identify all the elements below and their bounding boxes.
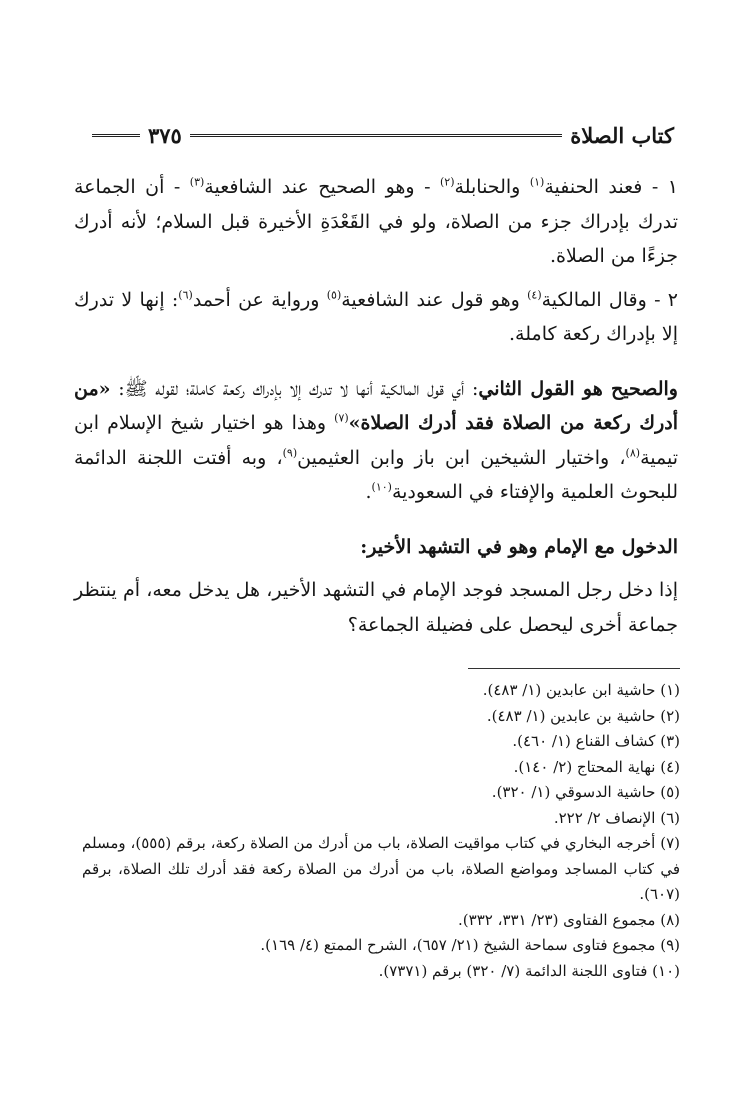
text-run-bold: والصحيح هو القول الثاني — [478, 377, 678, 400]
text-run: ، وبه أفتت اللجنة الدائمة للبحوث العلمية والإفتاء في السعودية — [74, 446, 678, 503]
main-text — [74, 170, 678, 642]
footnote: (٢) حاشية بن عابدين (١/ ٤٨٣). — [486, 706, 680, 725]
footnote: (٨) مجموع الفتاوى (٢٣/ ٣٣١، ٣٣٢). — [458, 910, 680, 929]
text-run: ٢ - وقال المالكية — [541, 288, 678, 311]
text-run: وهذا هو اختيار شيخ الإسلام ابن تيمية — [74, 412, 678, 469]
text-run: والحنابلة — [454, 176, 530, 198]
footnote-ref-10: (١٠) — [371, 480, 392, 494]
text-run: . — [365, 481, 372, 503]
header-rule — [190, 134, 562, 137]
paragraph-maliki — [74, 283, 678, 352]
footnote: (٧) أخرجه البخاري في كتاب مواقيت الصلاة، باب من أدرك من الصلاة ركعة، برقم (٥٥٥)، ومسلم في كتاب المساجد ومواضع الصلاة، باب من أدرك من الصلاة ركعة فقد أدرك تلك الصلاة، برقم (٦٠٧). — [82, 834, 680, 903]
footnote: (٦) الإنصاف ٢/ ٢٢٢. — [553, 808, 680, 827]
footnote: (٩) مجموع فتاوى سماحة الشيخ (٢١/ ٦٥٧)، الشرح الممتع (٤/ ١٦٩). — [260, 936, 680, 954]
text-run: ، واختيار الشيخين ابن باز وابن العثيمين — [297, 446, 626, 469]
footnote-ref-5: (٥) — [326, 288, 342, 302]
page-number: ٣٧٥ — [148, 122, 182, 148]
section-heading: الدخول مع الإمام وهو في التشهد الأخير: — [360, 535, 678, 558]
footnote: (٤) نهاية المحتاج (٢/ ١٤٠). — [513, 757, 680, 776]
footnote: (٣) كشاف القناع (١/ ٤٦٠). — [512, 732, 680, 750]
footnote-ref-8: (٨) — [625, 446, 641, 460]
footnote-ref-1: (١) — [529, 175, 545, 189]
running-title: كتاب الصلاة — [570, 122, 674, 148]
page-header — [92, 118, 674, 152]
footnote-ref-9: (٩) — [282, 446, 298, 460]
footnote-ref-7: (٧) — [334, 411, 349, 425]
text-run: : إنها لا تدرك إلا بإدراك ركعة كاملة. — [74, 288, 678, 345]
footnote-divider — [468, 668, 680, 669]
footnotes — [82, 678, 680, 984]
text-run: : أي قول المالكية أنها لا تدرك إلا بإدراك ركعة كاملة؛ لقوله ﷺ: — [110, 377, 479, 400]
text-run: وهو قول عند الشافعية — [341, 288, 528, 311]
text-run: ١ - فعند الحنفية — [544, 176, 678, 198]
text-run: ورواية عن أحمد — [192, 288, 327, 311]
footnote: (١) حاشية ابن عابدين (١/ ٤٨٣). — [482, 681, 680, 699]
header-rule-short — [92, 134, 140, 137]
text-run: - وهو الصحيح عند الشافعية — [204, 176, 440, 198]
footnote-ref-2: (٢) — [440, 175, 455, 189]
footnote: (٥) حاشية الدسوقي (١/ ٣٢٠). — [491, 783, 680, 801]
footnote: (١٠) فتاوى اللجنة الدائمة (٧/ ٣٢٠) برقم (٧٣٧١). — [378, 961, 680, 980]
paragraph-hanafi — [74, 170, 678, 274]
footnote-ref-3: (٣) — [189, 175, 205, 189]
text-run: - أن الجماعة تدرك بإدراك جزء من الصلاة، ولو في القَعْدَةِ الأخيرة قبل السلام؛ لأنه أدرك جزءًا من الصلاة. — [74, 176, 678, 267]
paragraph-preferred-view — [74, 372, 678, 510]
footnote-ref-6: (٦) — [178, 288, 193, 302]
footnote-ref-4: (٤) — [527, 288, 542, 302]
paragraph-question: إذا دخل رجل المسجد فوجد الإمام في التشهد الأخير، هل يدخل معه، أم ينتظر جماعة أخرى ليحصل على فضيلة الجماعة؟ — [74, 579, 678, 636]
hadith-quote: «من أدرك ركعة من الصلاة فقد أدرك الصلاة» — [74, 377, 678, 434]
